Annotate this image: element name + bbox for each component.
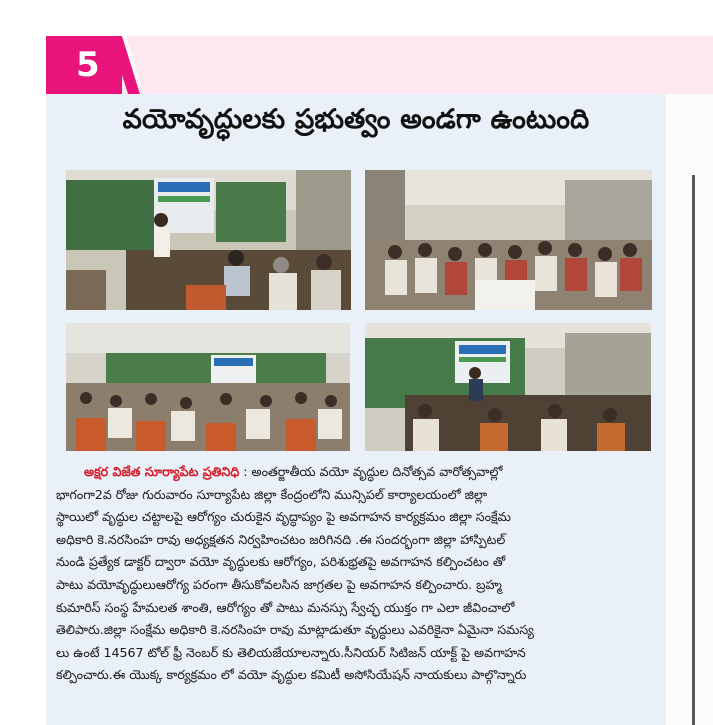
article-body [56,461,664,687]
event-photo-4 [365,323,651,451]
body-line: స్థాయిలో వృద్ధుల చట్టాలపై ఆరోగ్యం చురుకైన వృద్ధాప్యం పై అవగాహన కార్యక్రమం జిల్లా సంక్షేమ [56,509,511,525]
event-photo-3 [66,323,350,451]
body-line-1 [56,461,664,484]
body-line: కుమారిస్ సంస్థ హేమలత శాంతి, ఆరోగ్యం తో పాటు మనస్సు స్వేచ్ఛ యుక్తం గా ఎలా జీవించాలో [56,599,515,615]
body-line: కల్పించారు.ఈ యొక్క కార్యక్రమం లో వయో వృద్ధుల కమిటీ అసోసియేషన్ నాయకులు పాల్గొన్నారు [56,667,527,683]
body-line: పాటు వయోవృద్ధులుఆరోగ్య పరంగా తీసుకోవలసిన జాగ్రతల పై అవగాహన కల్పించారు. బ్రహ్మ [56,576,502,592]
body-line: తెలిపారు.జిల్లా సంక్షేమ అధికారి కె.నరసింహ రావు మాట్లాడుతూ వృద్ధులు ఎవరికైనా ఏమైనా సమస్య [56,622,534,638]
event-photo-2 [365,170,652,310]
badge-slash-decoration [110,36,140,94]
adjacent-column [666,94,713,725]
column-divider [692,175,695,725]
body-line: భాగంగా2వ రోజు గురువారం సూర్యాపేట జిల్లా కేంద్రంలోని మున్సిపల్ కార్యాలయంలో జిల్లా [56,486,488,502]
body-line: లు ఉంటే 14567 టోల్ ఫ్రీ నెంబర్ కు తెలియజేయాలన్నారు.సీనియర్ సిటిజన్ యాక్ట్ పై అవగాహన [56,644,526,660]
body-line-1-rest: : అంతర్జాతీయ వయో వృద్ధుల దినోత్సవ వారోత్సవాల్లో [239,464,503,479]
page-header-band [46,36,713,94]
body-line: నుండి ప్రత్యేక డాక్టర్ ద్వారా వయో వృద్ధులకు ఆరోగ్యం, పరిశుభ్రతపై అవగాహన కల్పించటం తో [56,554,506,570]
event-photo-1 [66,170,351,310]
article-headline: వయోవృద్ధులకు ప్రభుత్వం అండగా ఉంటుంది [122,104,590,135]
article-byline: అక్షర విజేత సూర్యాపేట ప్రతినిధి [84,464,240,479]
page-number: 5 [76,45,100,85]
body-line: అధికారి కె.నరసింహ రావు అధ్యక్షతన నిర్వహించటం జరిగినది .ఈ సందర్భంగా జిల్లా హాస్పిటల్ [56,531,506,547]
